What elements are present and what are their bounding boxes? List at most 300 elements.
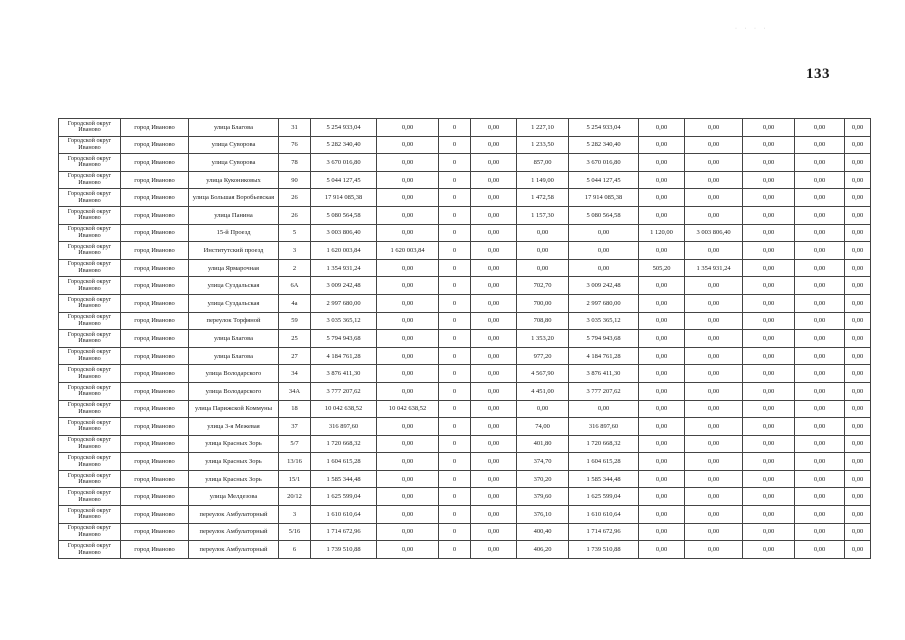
cell-settlement: город Иваново	[121, 435, 189, 453]
cell-cost-2: 0,00	[685, 136, 743, 154]
cell-house-number: 34А	[279, 382, 311, 400]
cell-repair-cost: 5 044 127,45	[569, 171, 639, 189]
cell-total-cost: 10 042 638,52	[311, 400, 377, 418]
cell-settlement: город Иваново	[121, 136, 189, 154]
cell-area: 1 472,58	[517, 189, 569, 207]
cell-repair-cost: 2 997 680,00	[569, 294, 639, 312]
cell-street: улица Володарского	[189, 365, 279, 383]
cell-cost-2: 0,00	[685, 453, 743, 471]
cell-area: 0,00	[517, 400, 569, 418]
cell-total-cost: 3 670 016,80	[311, 154, 377, 172]
cell-fund-cost: 0,00	[377, 470, 439, 488]
cell-value-b: 0,00	[795, 365, 845, 383]
table-body	[59, 119, 871, 559]
cell-amount: 0,00	[471, 259, 517, 277]
cell-value-a: 0,00	[743, 259, 795, 277]
table-row	[59, 312, 871, 330]
cell-area-2: 0,00	[639, 312, 685, 330]
cell-repair-cost: 0,00	[569, 242, 639, 260]
cell-cost-2: 0,00	[685, 154, 743, 172]
cell-value-b: 0,00	[795, 259, 845, 277]
cell-value-c: 0,00	[845, 453, 871, 471]
cell-repair-cost: 1 604 615,28	[569, 453, 639, 471]
cell-settlement: город Иваново	[121, 189, 189, 207]
cell-settlement: город Иваново	[121, 294, 189, 312]
cell-cost-2: 0,00	[685, 435, 743, 453]
cell-repair-cost: 0,00	[569, 400, 639, 418]
cell-fund-cost: 0,00	[377, 171, 439, 189]
cell-house-number: 4а	[279, 294, 311, 312]
cell-total-cost: 1 610 610,64	[311, 506, 377, 524]
cell-street: улица Красных Зорь	[189, 435, 279, 453]
cell-district: Городской округ Иваново	[59, 488, 121, 506]
cell-cost-2: 0,00	[685, 242, 743, 260]
cell-fund-cost: 0,00	[377, 382, 439, 400]
cell-street: улица Кукониковых	[189, 171, 279, 189]
cell-value-a: 0,00	[743, 506, 795, 524]
cell-settlement: город Иваново	[121, 541, 189, 559]
cell-value-c: 0,00	[845, 470, 871, 488]
cell-amount: 0,00	[471, 206, 517, 224]
cell-amount: 0,00	[471, 136, 517, 154]
table-row	[59, 189, 871, 207]
cell-repair-cost: 17 914 085,38	[569, 189, 639, 207]
cell-house-number: 18	[279, 400, 311, 418]
cell-amount: 0,00	[471, 435, 517, 453]
cell-area-2: 0,00	[639, 154, 685, 172]
cell-total-cost: 5 044 127,45	[311, 171, 377, 189]
cell-district: Городской округ Иваново	[59, 277, 121, 295]
cell-amount: 0,00	[471, 488, 517, 506]
cell-district: Городской округ Иваново	[59, 154, 121, 172]
cell-area: 400,40	[517, 523, 569, 541]
cell-total-cost: 3 777 207,62	[311, 382, 377, 400]
cell-count: 0	[439, 418, 471, 436]
cell-street: улица Суздальская	[189, 294, 279, 312]
cell-value-a: 0,00	[743, 523, 795, 541]
cell-value-a: 0,00	[743, 470, 795, 488]
cell-amount: 0,00	[471, 418, 517, 436]
cell-value-a: 0,00	[743, 206, 795, 224]
cell-house-number: 76	[279, 136, 311, 154]
cell-value-c: 0,00	[845, 330, 871, 348]
cell-value-c: 0,00	[845, 206, 871, 224]
cell-count: 0	[439, 400, 471, 418]
page-number: 133	[806, 66, 830, 82]
table-row	[59, 382, 871, 400]
cell-district: Городской округ Иваново	[59, 171, 121, 189]
cell-count: 0	[439, 277, 471, 295]
cell-amount: 0,00	[471, 541, 517, 559]
cell-area: 0,00	[517, 242, 569, 260]
cell-cost-2: 0,00	[685, 470, 743, 488]
cell-value-a: 0,00	[743, 312, 795, 330]
cell-count: 0	[439, 294, 471, 312]
cell-total-cost: 3 003 806,40	[311, 224, 377, 242]
cell-cost-2: 0,00	[685, 277, 743, 295]
cell-area: 401,80	[517, 435, 569, 453]
cell-house-number: 25	[279, 330, 311, 348]
cell-amount: 0,00	[471, 294, 517, 312]
cell-area: 1 149,00	[517, 171, 569, 189]
cell-settlement: город Иваново	[121, 418, 189, 436]
cell-value-c: 0,00	[845, 347, 871, 365]
cell-area: 406,20	[517, 541, 569, 559]
cell-fund-cost: 0,00	[377, 312, 439, 330]
cell-amount: 0,00	[471, 171, 517, 189]
cell-value-b: 0,00	[795, 206, 845, 224]
cell-cost-2: 0,00	[685, 418, 743, 436]
cell-value-a: 0,00	[743, 154, 795, 172]
cell-area-2: 505,20	[639, 259, 685, 277]
cell-value-c: 0,00	[845, 541, 871, 559]
cell-district: Городской округ Иваново	[59, 189, 121, 207]
cell-area: 4 451,00	[517, 382, 569, 400]
cell-total-cost: 1 620 003,84	[311, 242, 377, 260]
cell-area-2: 0,00	[639, 277, 685, 295]
cell-area-2: 0,00	[639, 453, 685, 471]
cell-house-number: 3	[279, 506, 311, 524]
cell-house-number: 34	[279, 365, 311, 383]
cell-value-c: 0,00	[845, 277, 871, 295]
cell-area: 977,20	[517, 347, 569, 365]
cell-area-2: 0,00	[639, 347, 685, 365]
cell-street: переулок Амбулаторный	[189, 523, 279, 541]
cell-value-b: 0,00	[795, 277, 845, 295]
cell-amount: 0,00	[471, 523, 517, 541]
cell-settlement: город Иваново	[121, 171, 189, 189]
cell-value-a: 0,00	[743, 277, 795, 295]
cell-area-2: 0,00	[639, 294, 685, 312]
cell-district: Городской округ Иваново	[59, 224, 121, 242]
cell-value-a: 0,00	[743, 418, 795, 436]
cell-count: 0	[439, 365, 471, 383]
cell-area: 74,00	[517, 418, 569, 436]
cell-value-b: 0,00	[795, 382, 845, 400]
table-row	[59, 347, 871, 365]
cell-district: Городской округ Иваново	[59, 259, 121, 277]
table-row	[59, 506, 871, 524]
cell-count: 0	[439, 470, 471, 488]
cell-total-cost: 1 604 615,28	[311, 453, 377, 471]
cell-value-a: 0,00	[743, 400, 795, 418]
cell-district: Городской округ Иваново	[59, 365, 121, 383]
cell-street: переулок Амбулаторный	[189, 506, 279, 524]
cell-district: Городской округ Иваново	[59, 541, 121, 559]
cell-area-2: 1 120,00	[639, 224, 685, 242]
cell-value-c: 0,00	[845, 312, 871, 330]
cell-house-number: 15/1	[279, 470, 311, 488]
cell-fund-cost: 0,00	[377, 294, 439, 312]
cell-settlement: город Иваново	[121, 488, 189, 506]
table-row	[59, 171, 871, 189]
cell-total-cost: 3 876 411,30	[311, 365, 377, 383]
cell-fund-cost: 0,00	[377, 206, 439, 224]
cell-value-a: 0,00	[743, 224, 795, 242]
cell-value-c: 0,00	[845, 435, 871, 453]
cell-fund-cost: 0,00	[377, 136, 439, 154]
cell-cost-2: 0,00	[685, 171, 743, 189]
cell-house-number: 20/12	[279, 488, 311, 506]
cell-total-cost: 316 897,60	[311, 418, 377, 436]
table-row	[59, 294, 871, 312]
cell-area: 374,70	[517, 453, 569, 471]
cell-fund-cost: 0,00	[377, 189, 439, 207]
cell-cost-2: 0,00	[685, 400, 743, 418]
cell-street: улица Ярмарочная	[189, 259, 279, 277]
cell-value-a: 0,00	[743, 347, 795, 365]
cell-value-b: 0,00	[795, 453, 845, 471]
cell-cost-2: 1 354 931,24	[685, 259, 743, 277]
cell-house-number: 5/16	[279, 523, 311, 541]
cell-house-number: 3	[279, 242, 311, 260]
cell-area: 702,70	[517, 277, 569, 295]
cell-amount: 0,00	[471, 470, 517, 488]
cell-area-2: 0,00	[639, 171, 685, 189]
cell-area-2: 0,00	[639, 242, 685, 260]
cell-street: Институтский проезд	[189, 242, 279, 260]
cell-fund-cost: 0,00	[377, 523, 439, 541]
cell-street: улица Мелдезова	[189, 488, 279, 506]
cell-fund-cost: 0,00	[377, 488, 439, 506]
cell-value-b: 0,00	[795, 523, 845, 541]
cell-value-b: 0,00	[795, 312, 845, 330]
cell-total-cost: 5 794 943,68	[311, 330, 377, 348]
cell-total-cost: 5 254 933,04	[311, 119, 377, 137]
cell-count: 0	[439, 154, 471, 172]
cell-value-c: 0,00	[845, 154, 871, 172]
cell-repair-cost: 3 035 365,12	[569, 312, 639, 330]
cell-street: улица Красных Зорь	[189, 470, 279, 488]
cell-value-a: 0,00	[743, 330, 795, 348]
cell-value-b: 0,00	[795, 154, 845, 172]
cell-value-b: 0,00	[795, 435, 845, 453]
cell-area: 379,60	[517, 488, 569, 506]
cell-fund-cost: 0,00	[377, 453, 439, 471]
cell-value-a: 0,00	[743, 189, 795, 207]
cell-settlement: город Иваново	[121, 330, 189, 348]
cell-street: улица Большая Воробьевская	[189, 189, 279, 207]
cell-area-2: 0,00	[639, 506, 685, 524]
cell-area: 1 353,20	[517, 330, 569, 348]
cell-area-2: 0,00	[639, 400, 685, 418]
cell-street: улица Суворова	[189, 136, 279, 154]
cell-area: 4 567,90	[517, 365, 569, 383]
cell-cost-2: 0,00	[685, 523, 743, 541]
cell-repair-cost: 1 739 510,88	[569, 541, 639, 559]
cell-area: 370,20	[517, 470, 569, 488]
cell-area-2: 0,00	[639, 136, 685, 154]
table-row	[59, 365, 871, 383]
cell-repair-cost: 1 714 672,96	[569, 523, 639, 541]
cell-value-a: 0,00	[743, 541, 795, 559]
cell-settlement: город Иваново	[121, 400, 189, 418]
cell-street: улица Благова	[189, 330, 279, 348]
cell-repair-cost: 316 897,60	[569, 418, 639, 436]
cell-value-b: 0,00	[795, 347, 845, 365]
table-row	[59, 400, 871, 418]
table-row	[59, 154, 871, 172]
cell-settlement: город Иваново	[121, 224, 189, 242]
cell-house-number: 27	[279, 347, 311, 365]
cell-cost-2: 0,00	[685, 294, 743, 312]
cell-house-number: 37	[279, 418, 311, 436]
cell-cost-2: 0,00	[685, 382, 743, 400]
table-row	[59, 541, 871, 559]
cell-area-2: 0,00	[639, 189, 685, 207]
cell-area: 376,10	[517, 506, 569, 524]
table-row	[59, 523, 871, 541]
cell-area-2: 0,00	[639, 541, 685, 559]
cell-area-2: 0,00	[639, 119, 685, 137]
cell-area: 1 157,30	[517, 206, 569, 224]
cell-value-b: 0,00	[795, 488, 845, 506]
cell-street: переулок Амбулаторный	[189, 541, 279, 559]
cell-value-c: 0,00	[845, 119, 871, 137]
cell-value-c: 0,00	[845, 488, 871, 506]
cell-area-2: 0,00	[639, 488, 685, 506]
cell-total-cost: 3 009 242,48	[311, 277, 377, 295]
cell-fund-cost: 0,00	[377, 506, 439, 524]
cell-value-b: 0,00	[795, 171, 845, 189]
table-row	[59, 277, 871, 295]
cell-house-number: 6	[279, 541, 311, 559]
cell-value-b: 0,00	[795, 136, 845, 154]
cell-count: 0	[439, 312, 471, 330]
cell-total-cost: 1 714 672,96	[311, 523, 377, 541]
cell-repair-cost: 1 610 610,64	[569, 506, 639, 524]
housing-register-table	[58, 118, 871, 559]
cell-area: 1 227,10	[517, 119, 569, 137]
cell-district: Городской округ Иваново	[59, 119, 121, 137]
cell-district: Городской округ Иваново	[59, 312, 121, 330]
cell-area-2: 0,00	[639, 418, 685, 436]
cell-amount: 0,00	[471, 277, 517, 295]
cell-house-number: 26	[279, 189, 311, 207]
cell-house-number: 5	[279, 224, 311, 242]
cell-value-b: 0,00	[795, 418, 845, 436]
cell-count: 0	[439, 435, 471, 453]
cell-area-2: 0,00	[639, 523, 685, 541]
cell-house-number: 2	[279, 259, 311, 277]
cell-count: 0	[439, 330, 471, 348]
cell-repair-cost: 0,00	[569, 259, 639, 277]
cell-district: Городской округ Иваново	[59, 382, 121, 400]
cell-settlement: город Иваново	[121, 470, 189, 488]
cell-value-b: 0,00	[795, 189, 845, 207]
cell-fund-cost: 0,00	[377, 224, 439, 242]
cell-count: 0	[439, 171, 471, 189]
cell-total-cost: 4 184 761,28	[311, 347, 377, 365]
cell-total-cost: 1 354 931,24	[311, 259, 377, 277]
cell-repair-cost: 3 876 411,30	[569, 365, 639, 383]
cell-settlement: город Иваново	[121, 365, 189, 383]
cell-repair-cost: 5 254 933,04	[569, 119, 639, 137]
cell-fund-cost: 0,00	[377, 277, 439, 295]
cell-count: 0	[439, 259, 471, 277]
cell-area: 0,00	[517, 224, 569, 242]
cell-house-number: 26	[279, 206, 311, 224]
cell-district: Городской округ Иваново	[59, 347, 121, 365]
cell-street: переулок Торфяной	[189, 312, 279, 330]
cell-value-a: 0,00	[743, 294, 795, 312]
cell-amount: 0,00	[471, 312, 517, 330]
table-row	[59, 259, 871, 277]
cell-district: Городской округ Иваново	[59, 400, 121, 418]
cell-cost-2: 0,00	[685, 541, 743, 559]
cell-value-c: 0,00	[845, 523, 871, 541]
cell-cost-2: 0,00	[685, 312, 743, 330]
cell-value-a: 0,00	[743, 453, 795, 471]
cell-value-c: 0,00	[845, 418, 871, 436]
cell-street: улица Благова	[189, 347, 279, 365]
cell-district: Городской округ Иваново	[59, 242, 121, 260]
cell-total-cost: 5 282 340,40	[311, 136, 377, 154]
cell-repair-cost: 3 009 242,48	[569, 277, 639, 295]
cell-house-number: 5/7	[279, 435, 311, 453]
cell-value-a: 0,00	[743, 435, 795, 453]
table-row	[59, 330, 871, 348]
cell-area: 708,80	[517, 312, 569, 330]
cell-count: 0	[439, 119, 471, 137]
cell-settlement: город Иваново	[121, 206, 189, 224]
cell-district: Городской округ Иваново	[59, 523, 121, 541]
cell-value-b: 0,00	[795, 330, 845, 348]
cell-repair-cost: 0,00	[569, 224, 639, 242]
cell-value-c: 0,00	[845, 400, 871, 418]
cell-cost-2: 0,00	[685, 365, 743, 383]
cell-district: Городской округ Иваново	[59, 506, 121, 524]
cell-count: 0	[439, 347, 471, 365]
cell-value-b: 0,00	[795, 541, 845, 559]
cell-total-cost: 17 914 085,38	[311, 189, 377, 207]
cell-value-b: 0,00	[795, 119, 845, 137]
cell-house-number: 59	[279, 312, 311, 330]
cell-total-cost: 1 720 668,32	[311, 435, 377, 453]
table-row	[59, 470, 871, 488]
cell-total-cost: 5 080 564,58	[311, 206, 377, 224]
cell-house-number: 31	[279, 119, 311, 137]
cell-street: улица Парижской Коммуны	[189, 400, 279, 418]
cell-value-b: 0,00	[795, 400, 845, 418]
cell-cost-2: 0,00	[685, 330, 743, 348]
cell-total-cost: 2 997 680,00	[311, 294, 377, 312]
cell-settlement: город Иваново	[121, 277, 189, 295]
cell-value-c: 0,00	[845, 259, 871, 277]
cell-district: Городской округ Иваново	[59, 418, 121, 436]
cell-value-c: 0,00	[845, 136, 871, 154]
cell-area-2: 0,00	[639, 206, 685, 224]
cell-district: Городской округ Иваново	[59, 136, 121, 154]
cell-value-c: 0,00	[845, 382, 871, 400]
cell-value-b: 0,00	[795, 470, 845, 488]
cell-repair-cost: 4 184 761,28	[569, 347, 639, 365]
cell-district: Городской округ Иваново	[59, 453, 121, 471]
cell-settlement: город Иваново	[121, 119, 189, 137]
cell-house-number: 90	[279, 171, 311, 189]
cell-area: 857,00	[517, 154, 569, 172]
cell-settlement: город Иваново	[121, 347, 189, 365]
cell-fund-cost: 0,00	[377, 119, 439, 137]
cell-cost-2: 3 003 806,40	[685, 224, 743, 242]
cell-area-2: 0,00	[639, 470, 685, 488]
cell-settlement: город Иваново	[121, 259, 189, 277]
cell-total-cost: 1 625 599,04	[311, 488, 377, 506]
cell-cost-2: 0,00	[685, 347, 743, 365]
cell-total-cost: 1 739 510,88	[311, 541, 377, 559]
table-row	[59, 418, 871, 436]
cell-repair-cost: 5 080 564,58	[569, 206, 639, 224]
